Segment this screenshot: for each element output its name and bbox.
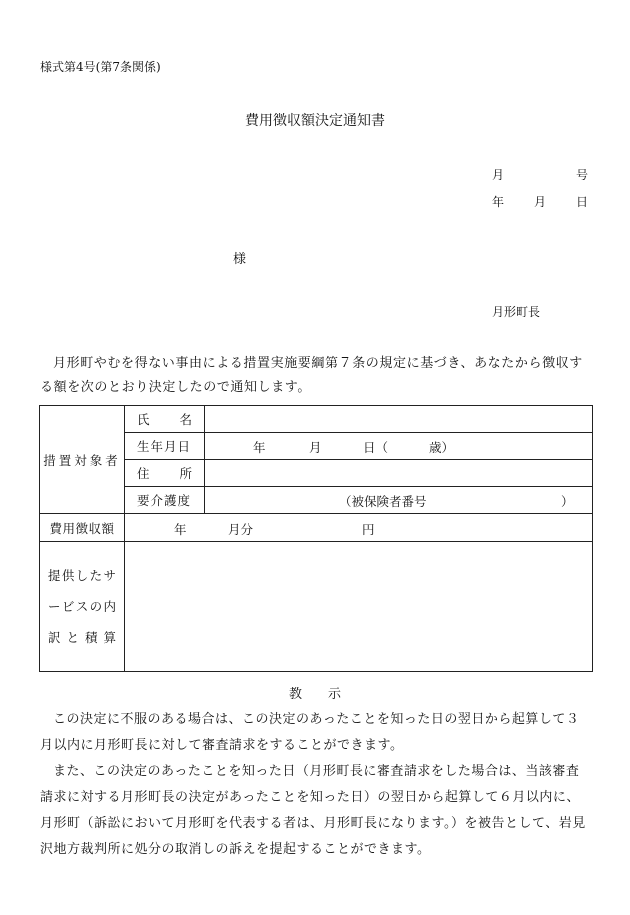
insured-number-label: （被保険者番号: [339, 494, 427, 509]
notice-paragraph-2: また、この決定のあったことを知った日（月形町長に審査請求をした場合は、当該審査請求に対する月形町長の決定があったことを知った日）の翌日から起算して６月以内に、月形町（訴訟において月形町を代表する者は、月形町長になります。）を被告として、岩見沢地方裁判所に処分の取消しの訴えを提起することができます。: [40, 764, 586, 857]
name-value[interactable]: [205, 406, 593, 433]
fee-yen-unit: 円: [362, 522, 375, 537]
issuer-name: 月形町長: [492, 305, 541, 319]
care-level-label: 要介護度: [125, 487, 205, 514]
document-title: 費用徴収額決定通知書: [245, 113, 385, 129]
birth-label: 生年月日: [125, 433, 205, 460]
fee-table: [39, 405, 593, 672]
notice-title: 教 示: [288, 687, 342, 702]
services-value[interactable]: [125, 542, 593, 672]
fee-label: 費用徴収額: [40, 514, 125, 542]
fee-month-unit: 月分: [228, 522, 254, 537]
date-day: 日: [576, 195, 589, 209]
insured-number-close: ）: [561, 494, 574, 509]
age-unit: 歳）: [429, 440, 455, 455]
doc-number-suffix: 号: [576, 168, 589, 182]
birth-year-unit: 年: [253, 440, 266, 455]
address-value[interactable]: [205, 460, 593, 487]
name-label: 氏 名: [125, 406, 205, 433]
notice-paragraph-1: この決定に不服のある場合は、この決定のあったことを知った日の翌日から起算して３月以内に月形町長に対して審査請求をすることができます。: [40, 712, 580, 753]
birth-month-unit: 月: [309, 440, 322, 455]
services-label-line-1: 提供したサ: [48, 568, 116, 583]
form-number: 様式第4号(第7条関係): [40, 60, 161, 74]
fee-value[interactable]: [125, 514, 593, 542]
services-label-line-2: ービスの内: [48, 599, 116, 614]
fee-year-unit: 年: [174, 522, 187, 537]
subject-group-label: 措置対象者: [40, 406, 125, 514]
birth-value[interactable]: [205, 433, 593, 460]
doc-number-month: 月: [492, 168, 505, 182]
addressee-suffix: 様: [233, 252, 247, 267]
address-label: 住 所: [125, 460, 205, 487]
services-label-line-3: 訳と積算: [48, 630, 116, 645]
birth-day-unit: 日（: [363, 440, 389, 455]
date-year: 年: [492, 195, 505, 209]
table-row-name: [40, 406, 593, 433]
table-row-services: [40, 542, 593, 672]
care-level-value[interactable]: [205, 487, 593, 514]
services-label: [40, 542, 125, 672]
date-month: 月: [534, 195, 547, 209]
table-row-fee: [40, 514, 593, 542]
intro-paragraph: 月形町やむを得ない事由による措置実施要綱第７条の規定に基づき、あなたから徴収する額を次のとおり決定したので通知します。: [40, 356, 583, 395]
